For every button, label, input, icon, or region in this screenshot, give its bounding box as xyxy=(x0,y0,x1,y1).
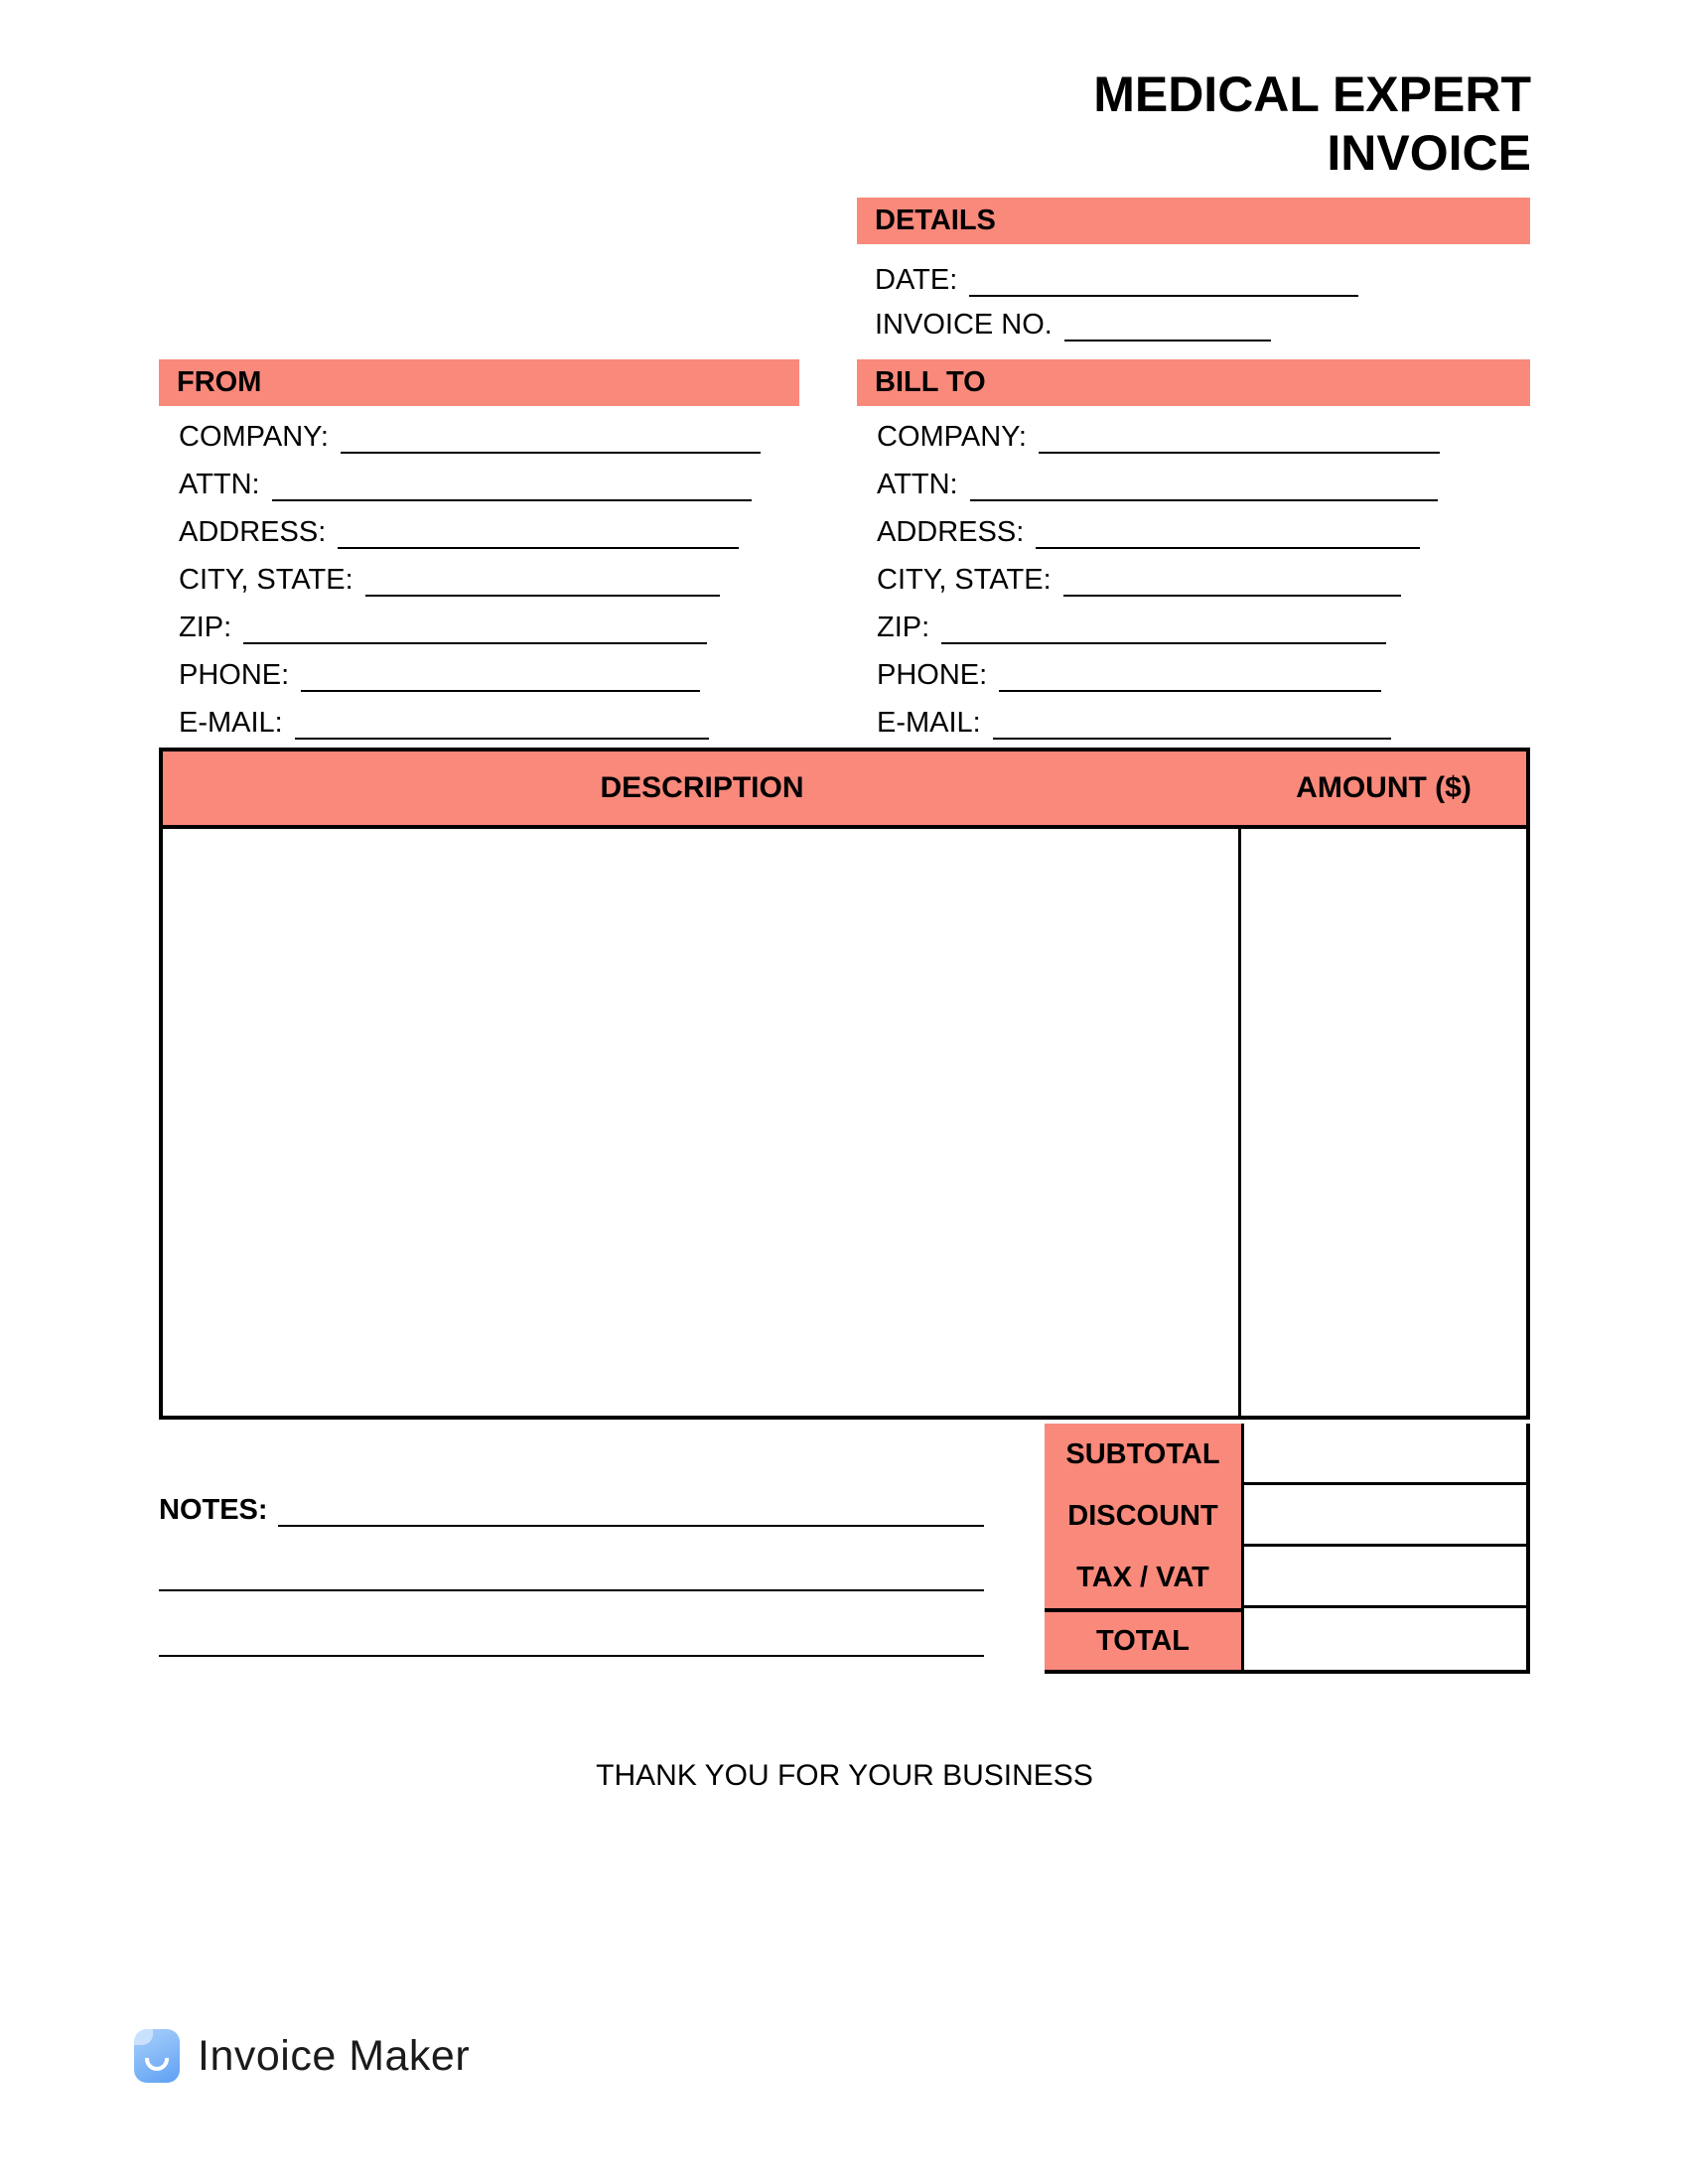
line-items-table xyxy=(159,748,1530,1420)
bill-to-city-state-blank-line xyxy=(1063,587,1401,597)
bill-to-attn-row xyxy=(877,454,1530,501)
bill-to-attn-label: ATTN: xyxy=(877,469,958,500)
from-email-blank-line xyxy=(295,730,709,740)
bill-to-email-blank-line xyxy=(993,730,1391,740)
bill-to-phone-row xyxy=(877,644,1530,692)
bill-to-address-label: ADDRESS: xyxy=(877,516,1025,548)
invoice-maker-branding xyxy=(134,2029,470,2083)
subtotal-row xyxy=(1045,1424,1530,1485)
invoice-maker-smile-document-icon xyxy=(134,2029,180,2083)
document-title-line2: INVOICE xyxy=(1327,124,1531,181)
notes-section xyxy=(159,1487,984,1657)
description-column-header: DESCRIPTION xyxy=(600,771,804,804)
line-items-header-row xyxy=(163,751,1526,829)
discount-value-cell xyxy=(1241,1485,1530,1547)
from-zip-blank-line xyxy=(243,634,707,644)
bill-to-address-row xyxy=(877,501,1530,549)
bill-to-company-blank-line xyxy=(1039,444,1440,454)
date-blank-line xyxy=(969,287,1358,297)
line-items-body xyxy=(163,829,1526,1416)
from-address-row xyxy=(179,501,799,549)
bill-to-section xyxy=(857,359,1530,740)
from-company-blank-line xyxy=(341,444,761,454)
total-label: TOTAL xyxy=(1045,1608,1241,1670)
total-row xyxy=(1045,1608,1530,1670)
notes-blank-line-1 xyxy=(278,1517,984,1527)
notes-blank-line-3 xyxy=(159,1591,984,1657)
date-field-row xyxy=(875,252,1530,297)
smile-shape xyxy=(145,2058,169,2071)
bill-to-zip-label: ZIP: xyxy=(877,612,930,643)
from-zip-label: ZIP: xyxy=(179,612,232,643)
bill-to-fields xyxy=(857,406,1530,740)
from-address-label: ADDRESS: xyxy=(179,516,327,548)
invoice-no-label: INVOICE NO. xyxy=(875,309,1053,341)
document-title xyxy=(1093,66,1531,182)
from-phone-blank-line xyxy=(301,682,700,692)
description-entry-area xyxy=(163,829,1241,1416)
bill-to-zip-row xyxy=(877,597,1530,644)
total-value-cell xyxy=(1241,1608,1530,1670)
document-title-line1: MEDICAL EXPERT xyxy=(1093,67,1531,122)
bill-to-email-label: E-MAIL: xyxy=(877,707,981,739)
invoice-no-field-row xyxy=(875,297,1530,341)
from-company-label: COMPANY: xyxy=(179,421,329,453)
from-company-row xyxy=(179,406,799,454)
bill-to-address-blank-line xyxy=(1036,539,1420,549)
bill-to-phone-label: PHONE: xyxy=(877,659,988,691)
notes-label: NOTES: xyxy=(159,1494,268,1526)
subtotal-label: SUBTOTAL xyxy=(1045,1424,1241,1485)
from-city-state-blank-line xyxy=(365,587,720,597)
from-attn-blank-line xyxy=(272,491,752,501)
from-email-row xyxy=(179,692,799,740)
bill-to-company-label: COMPANY: xyxy=(877,421,1027,453)
bill-to-city-state-row xyxy=(877,549,1530,597)
subtotal-value-cell xyxy=(1241,1424,1530,1485)
folded-corner-shape xyxy=(134,2029,153,2045)
details-fields xyxy=(857,244,1530,341)
from-fields xyxy=(159,406,799,740)
from-section xyxy=(159,359,799,740)
bill-to-city-state-label: CITY, STATE: xyxy=(877,564,1052,596)
from-phone-row xyxy=(179,644,799,692)
bill-to-email-row xyxy=(877,692,1530,740)
bill-to-company-row xyxy=(877,406,1530,454)
from-email-label: E-MAIL: xyxy=(179,707,283,739)
from-attn-row xyxy=(179,454,799,501)
date-label: DATE: xyxy=(875,264,958,296)
notes-blank-line-2 xyxy=(159,1527,984,1591)
details-section xyxy=(857,198,1530,341)
tax-vat-label: TAX / VAT xyxy=(1045,1547,1241,1608)
tax-vat-value-cell xyxy=(1241,1547,1530,1608)
bill-to-section-header: BILL TO xyxy=(857,359,1530,406)
from-city-state-row xyxy=(179,549,799,597)
amount-column-header: AMOUNT ($) xyxy=(1296,771,1472,804)
thank-you-message: THANK YOU FOR YOUR BUSINESS xyxy=(596,1759,1093,1792)
details-section-header: DETAILS xyxy=(857,198,1530,244)
from-city-state-label: CITY, STATE: xyxy=(179,564,353,596)
discount-label: DISCOUNT xyxy=(1045,1485,1241,1547)
bill-to-attn-blank-line xyxy=(970,491,1438,501)
totals-summary-table xyxy=(1045,1424,1530,1674)
discount-row xyxy=(1045,1485,1530,1547)
from-address-blank-line xyxy=(338,539,739,549)
from-phone-label: PHONE: xyxy=(179,659,290,691)
bill-to-zip-blank-line xyxy=(941,634,1386,644)
invoice-no-blank-line xyxy=(1064,332,1271,341)
from-section-header: FROM xyxy=(159,359,799,406)
tax-vat-row xyxy=(1045,1547,1530,1608)
from-zip-row xyxy=(179,597,799,644)
from-attn-label: ATTN: xyxy=(179,469,260,500)
notes-label-row xyxy=(159,1487,984,1527)
amount-entry-area xyxy=(1241,829,1526,1416)
invoice-maker-wordmark: Invoice Maker xyxy=(198,2031,471,2080)
bill-to-phone-blank-line xyxy=(999,682,1381,692)
